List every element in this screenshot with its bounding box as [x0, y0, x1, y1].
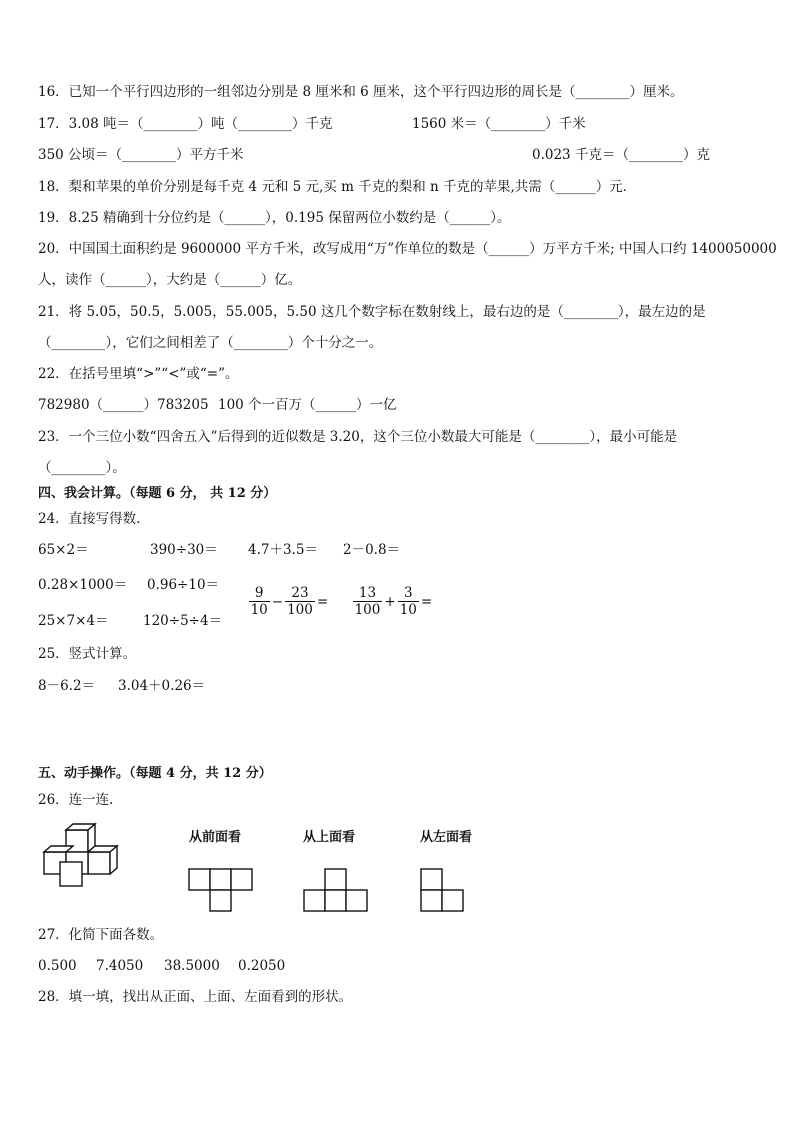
equals-sign: =	[420, 593, 433, 610]
calc-item: 390÷30＝	[150, 542, 218, 558]
calc-item: 0.28×1000＝	[38, 577, 128, 593]
fraction-expression-2	[344, 567, 434, 618]
question-20-line1: 20．中国国土面积约是 9600000 平方千米，改写成用“万”作单位的数是（______）万平方千米; 中国人口约 1400050000	[38, 241, 777, 257]
fraction	[285, 585, 315, 618]
front-view-shape	[188, 868, 254, 912]
numerator: 23	[285, 585, 315, 602]
question-22: 22．在括号里填“>”“<”或“=”。	[38, 366, 239, 382]
question-27: 27．化简下面各数。	[38, 927, 164, 943]
denominator: 10	[250, 602, 268, 618]
denominator: 100	[354, 602, 381, 618]
question-16: 16．已知一个平行四边形的一组邻边分别是 8 厘米和 6 厘米，这个平行四边形的周长是（________）厘米。	[38, 84, 684, 100]
question-17b: 1560 米＝（________）千米	[412, 116, 586, 132]
calc-item: 2－0.8＝	[343, 542, 401, 558]
fraction	[249, 585, 270, 618]
operator: +	[384, 593, 396, 610]
question-28: 28．填一填，找出从正面、上面、左面看到的形状。	[38, 989, 353, 1005]
vertical-calc-item: 8－6.2＝	[38, 678, 96, 694]
fraction	[353, 585, 383, 618]
question-18: 18．梨和苹果的单价分别是每千克 4 元和 5 元,买 m 千克的梨和 n 千克的苹果,共需（______）元．	[38, 179, 637, 195]
number-item: 0.500	[38, 958, 77, 974]
number-item: 0.2050	[238, 958, 286, 974]
top-view-shape	[303, 868, 369, 912]
fraction	[398, 585, 419, 618]
fraction-expression-1	[240, 567, 330, 618]
view-label-left: 从左面看	[420, 830, 473, 845]
calc-item: 4.7＋3.5＝	[248, 542, 318, 558]
number-item: 38.5000	[164, 958, 220, 974]
equals-sign: =	[316, 593, 329, 610]
question-20-line2: 人，读作（______），大约是（______）亿。	[38, 272, 302, 288]
calc-item: 120÷5÷4＝	[143, 613, 223, 629]
number-item: 7.4050	[96, 958, 144, 974]
numerator: 9	[249, 585, 270, 602]
question-17a: 17．3.08 吨＝（________）吨（________）千克	[38, 116, 333, 132]
section-5-heading: 五、动手操作。（每题 4 分，共 12 分）	[38, 766, 272, 781]
question-24: 24．直接写得数.	[38, 511, 141, 527]
question-21-line1: 21．将 5.05，50.5，5.005，55.005，5.50 这几个数字标在数射线上，最右边的是（________），最左边的是	[38, 304, 706, 320]
question-22b: 100 个一百万（______）一亿	[218, 397, 397, 413]
operator: −	[271, 593, 284, 610]
question-19: 19．8.25 精确到十分位约是（______），0.195 保留两位小数约是（______）。	[38, 210, 511, 226]
denominator: 10	[399, 602, 417, 618]
numerator: 3	[398, 585, 419, 602]
numerator: 13	[353, 585, 383, 602]
question-17c: 350 公顷＝（________）平方千米	[38, 147, 244, 163]
calc-item: 0.96÷10＝	[147, 577, 220, 593]
denominator: 100	[287, 602, 313, 618]
question-25: 25．竖式计算。	[38, 646, 137, 662]
question-23-line2: （________）。	[38, 460, 126, 476]
vertical-calc-item: 3.04＋0.26＝	[118, 678, 206, 694]
left-view-shape	[420, 868, 466, 912]
question-21-line2: （________），它们之间相差了（________）个十分之一。	[38, 335, 383, 351]
calc-item: 25×7×4＝	[38, 613, 109, 629]
view-label-top: 从上面看	[303, 830, 356, 845]
calc-item: 65×2＝	[38, 542, 89, 558]
question-17d: 0.023 千克＝（________）克	[532, 147, 710, 163]
question-26: 26．连一连.	[38, 792, 114, 808]
view-label-front: 从前面看	[189, 830, 242, 845]
question-22a: 782980（______）783205	[38, 397, 209, 413]
cube-arrangement-figure	[40, 822, 130, 894]
section-4-heading: 四、我会计算。（每题 6 分， 共 12 分）	[38, 486, 277, 501]
question-23-line1: 23．一个三位小数“四舍五入”后得到的近似数是 3.20，这个三位小数最大可能是（________），最小可能是	[38, 429, 678, 445]
